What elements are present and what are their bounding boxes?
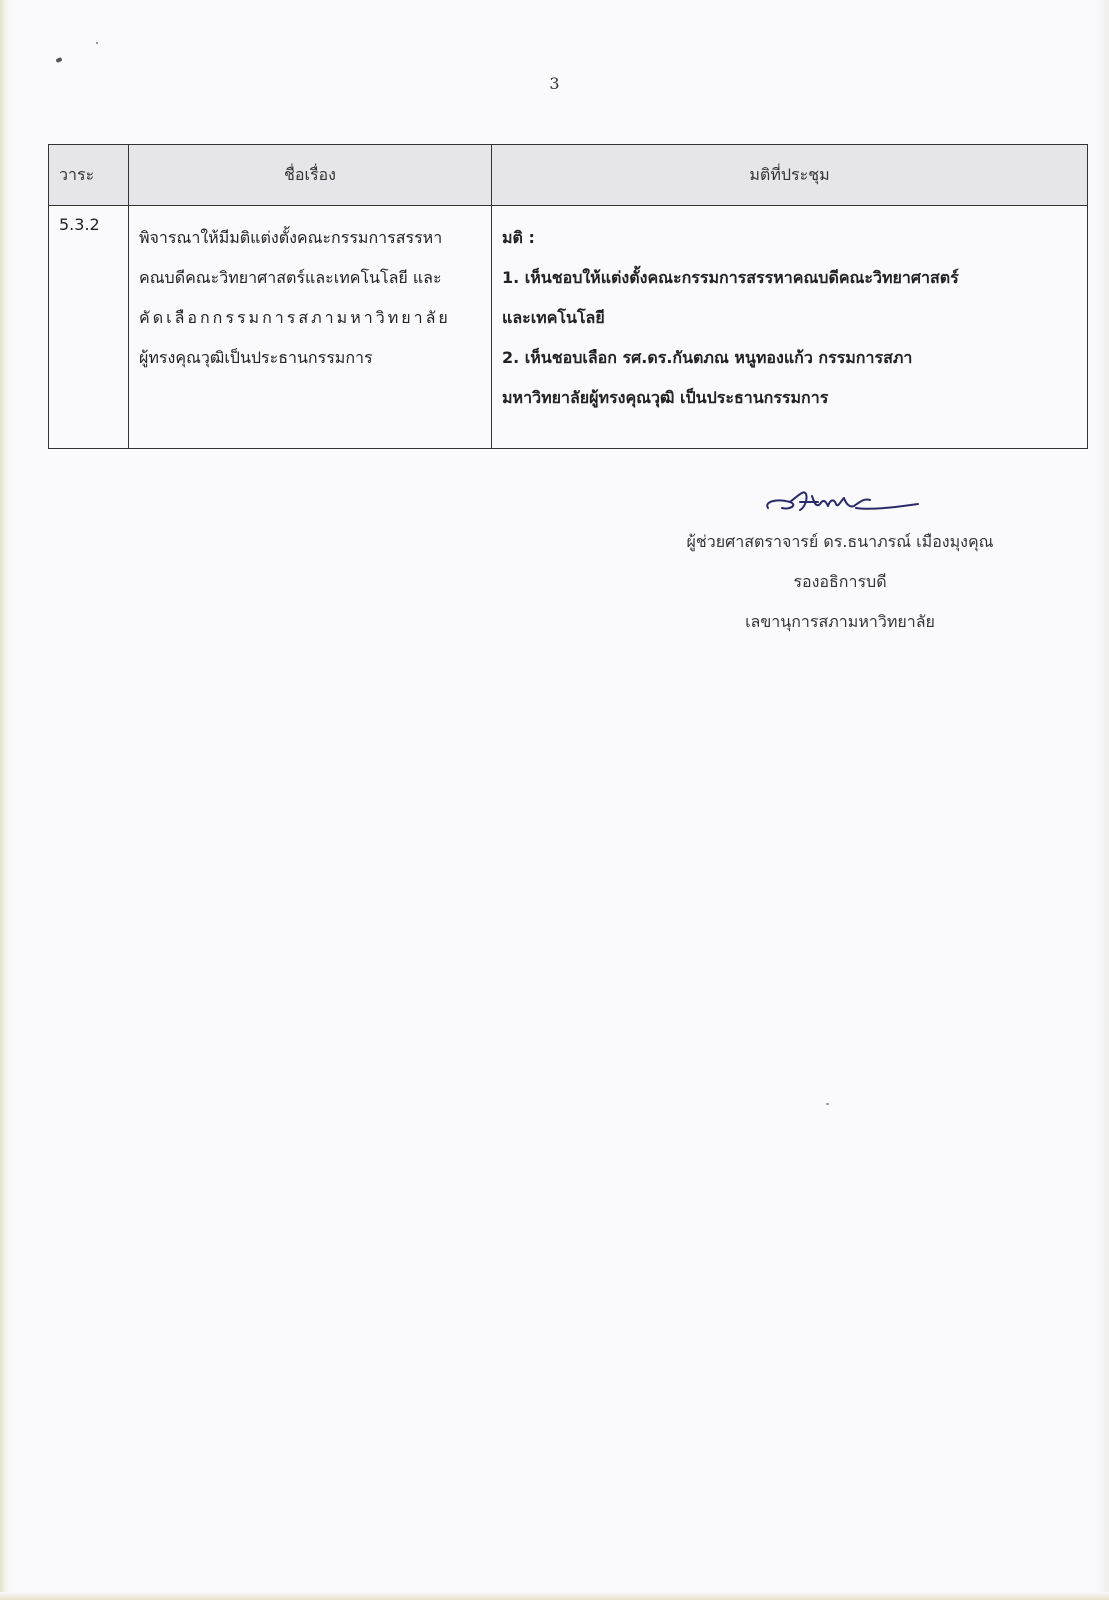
page-edge — [0, 1592, 1109, 1600]
resolution-line: และเทคโนโลยี — [502, 308, 605, 327]
signatory-position: รองอธิการบดี — [793, 572, 887, 591]
header-resolution: มติที่ประชุม — [492, 145, 1088, 206]
agenda-number: 5.3.2 — [49, 206, 129, 449]
meeting-resolutions-table — [48, 144, 1088, 449]
scan-speck — [96, 42, 98, 44]
table-row — [49, 206, 1088, 449]
header-title: ชื่อเรื่อง — [129, 145, 492, 206]
header-agenda: วาระ — [49, 145, 129, 206]
title-line: คัดเลือกกรรมการสภามหาวิทยาลัย — [139, 308, 451, 327]
table-header-row — [49, 145, 1088, 206]
signatory-role: เลขานุการสภามหาวิทยาลัย — [745, 612, 935, 631]
signatory-name: ผู้ช่วยศาสตราจารย์ ดร.ธนาภรณ์ เมืองมุงคุณ — [686, 532, 994, 551]
title-line: ผู้ทรงคุณวุฒิเป็นประธานกรรมการ — [139, 348, 373, 367]
signature-block — [650, 488, 1030, 642]
scan-speck — [826, 1103, 829, 1105]
title-line: คณบดีคณะวิทยาศาสตร์และเทคโนโลยี และ — [139, 268, 442, 287]
resolution-text — [492, 206, 1088, 449]
title-line: พิจารณาให้มีมติแต่งตั้งคณะกรรมการสรรหา — [139, 228, 443, 247]
resolution-line: 2. เห็นชอบเลือก รศ.ดร.กันตภณ หนูทองแก้ว กรรมการสภา — [502, 348, 913, 367]
page-number: 3 — [549, 74, 560, 93]
agenda-title — [129, 206, 492, 449]
resolution-line: มหาวิทยาลัยผู้ทรงคุณวุฒิ เป็นประธานกรรมการ — [502, 388, 829, 407]
resolution-line: 1. เห็นชอบให้แต่งตั้งคณะกรรมการสรรหาคณบดีคณะวิทยาศาสตร์ — [502, 268, 959, 287]
resolution-line: มติ : — [502, 228, 535, 247]
handwritten-signature — [760, 488, 920, 522]
